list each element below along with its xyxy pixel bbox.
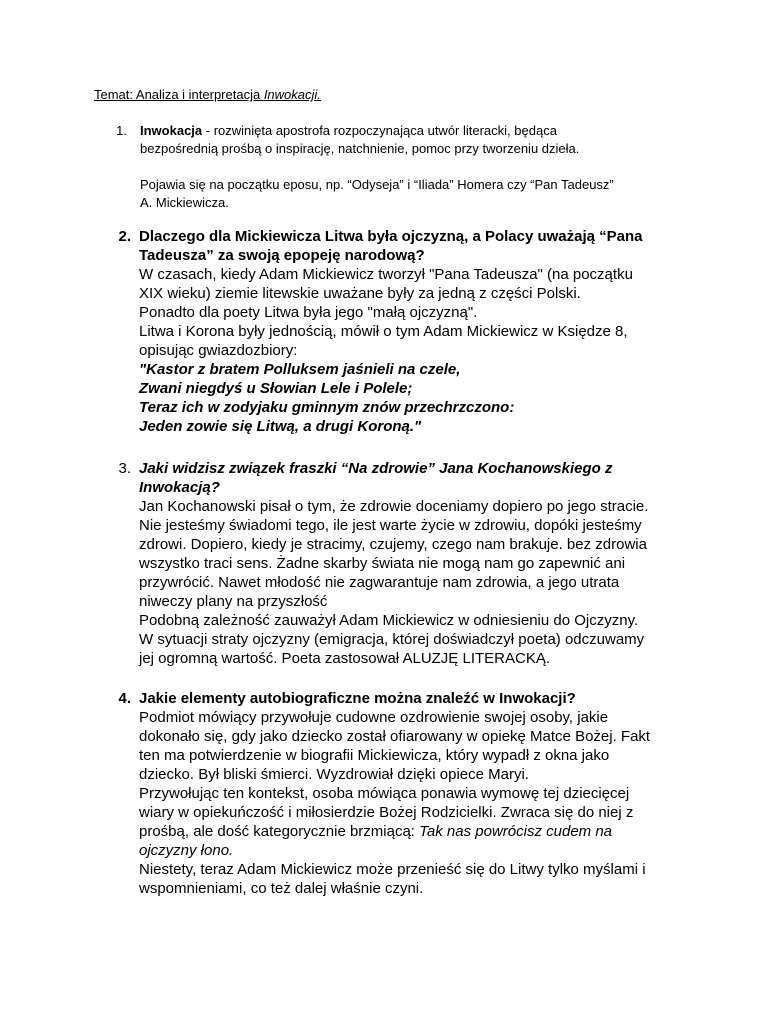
title-prefix: Temat: Analiza i interpretacja [94,87,264,102]
definition-line [140,122,680,140]
italic-quote: Tak nas powrócisz cudem na [419,823,613,840]
definition-line: bezpośrednią prośbą o inspirację, natchnienie, pomoc przy tworzeniu dzieła. [140,141,580,156]
paragraph-line: jej ogromną wartość. Poeta zastosował ALUZJĘ LITERACKĄ. [139,650,551,667]
paragraph-line: Podmiot mówiący przywołuje cudowne ozdrowienie swojej osoby, jakie [139,709,609,726]
paragraph-line: ten ma potwierdzenie w biografii Mickiewicza, który wypadł z okna jako [139,747,610,764]
paragraph-line: przywrócić. Nawet młodość nie zagwarantuje nam zdrowia, a jego utrata [139,574,620,591]
paragraph-line: wiary w opiekuńczość i miłosierdzie Bożej Rodzicielki. Zwraca się do niej z [139,804,634,821]
item-body [139,227,699,436]
paragraph-line: Niestety, teraz Adam Mickiewicz może przenieść się do Litwy tylko myślami i [139,861,646,878]
definition-text: - rozwinięta apostrofa rozpoczynająca utwór literacki, będąca [202,123,557,138]
italic-quote-line: ojczyzny łono. [139,842,234,859]
item-body [139,459,699,668]
quote-line: Teraz ich w zodyjaku gminnym znów przechrzczono: [139,399,515,416]
paragraph-line: Pojawia się na początku eposu, np. “Odyseja” i “Iliada” Homera czy “Pan Tadeusz” [140,177,614,192]
page-title [94,86,321,104]
item-number: 3. [118,460,131,477]
paragraph-line: Podobną zależność zauważył Adam Mickiewicz w odniesieniu do Ojczyzny. [139,612,639,629]
quote-line: "Kastor z bratem Polluksem jaśnieli na czele, [139,361,461,378]
paragraph-line: XIX wieku) ziemie litewskie uważane były za jedną z części Polski. [139,285,581,302]
question-line: Inwokacją? [139,479,220,496]
item-number: 2. [118,228,131,245]
paragraph-line: W czasach, kiedy Adam Mickiewicz tworzył "Pana Tadeusza" (na początku [139,266,633,283]
paragraph-line: niweczy plany na przyszłość [139,593,328,610]
item-number: 1. [116,123,127,138]
spacer [140,158,680,176]
plain-text: prośbą, ale dość kategorycznie brzmiącą: [139,823,420,840]
paragraph-line: zdrowi. Dopiero, kiedy je stracimy, czujemy, czego nam brakuje. bez zdrowia [139,536,647,553]
question-line: Jaki widzisz związek fraszki “Na zdrowie” Jana Kochanowskiego z [139,460,613,477]
question-line: Jakie elementy autobiograficzne można znaleźć w Inwokacji? [139,690,576,707]
term: Inwokacja [140,123,203,138]
quote-line: Zwani niegdyś u Słowian Lele i Polele; [139,380,413,397]
paragraph-line: Przywołując ten kontekst, osoba mówiąca ponawia wymowę tej dziecięcej [139,785,630,802]
paragraph-line: Ponadto dla poety Litwa była jego "małą ojczyzną". [139,304,478,321]
paragraph-line-mixed [139,822,699,841]
paragraph-line: wszystko traci sens. Żadne skarby świata nie mogą nam go zapewnić ani [139,555,626,572]
question-line: Tadeusza” za swoją epopeję narodową? [139,247,425,264]
paragraph-line: dokonało się, gdy jako dziecko został ofiarowany w opiekę Matce Bożej. Fakt [139,728,651,745]
title-italic: Inwokacji. [263,87,321,102]
question-line: Dlaczego dla Mickiewicza Litwa była ojczyzną, a Polacy uważają “Pana [139,228,643,245]
paragraph-line: opisując gwiazdozbiory: [139,342,298,359]
paragraph-line: wspomnieniami, co też dalej właśnie czyni. [139,880,424,897]
paragraph-line: Litwa i Korona były jednością, mówił o tym Adam Mickiewicz w Księdze 8, [139,323,628,340]
item-number: 4. [118,690,131,707]
paragraph-line: W sytuacji straty ojczyzny (emigracja, której doświadczył poeta) odczuwamy [139,631,645,648]
paragraph-line: Nie jesteśmy świadomi tego, ile jest warte życie w zdrowiu, dopóki jesteśmy [139,517,642,534]
paragraph-line: A. Mickiewicza. [140,195,229,210]
paragraph-line: dziecko. Był bliski śmierci. Wyzdrowiał dzięki opiece Maryi. [139,766,529,783]
paragraph-line: Jan Kochanowski pisał o tym, że zdrowie doceniamy dopiero po jego stracie. [139,498,649,515]
item-body [139,689,699,898]
item-body [140,122,680,212]
quote-line: Jeden zowie się Litwą, a drugi Koroną." [139,418,422,435]
